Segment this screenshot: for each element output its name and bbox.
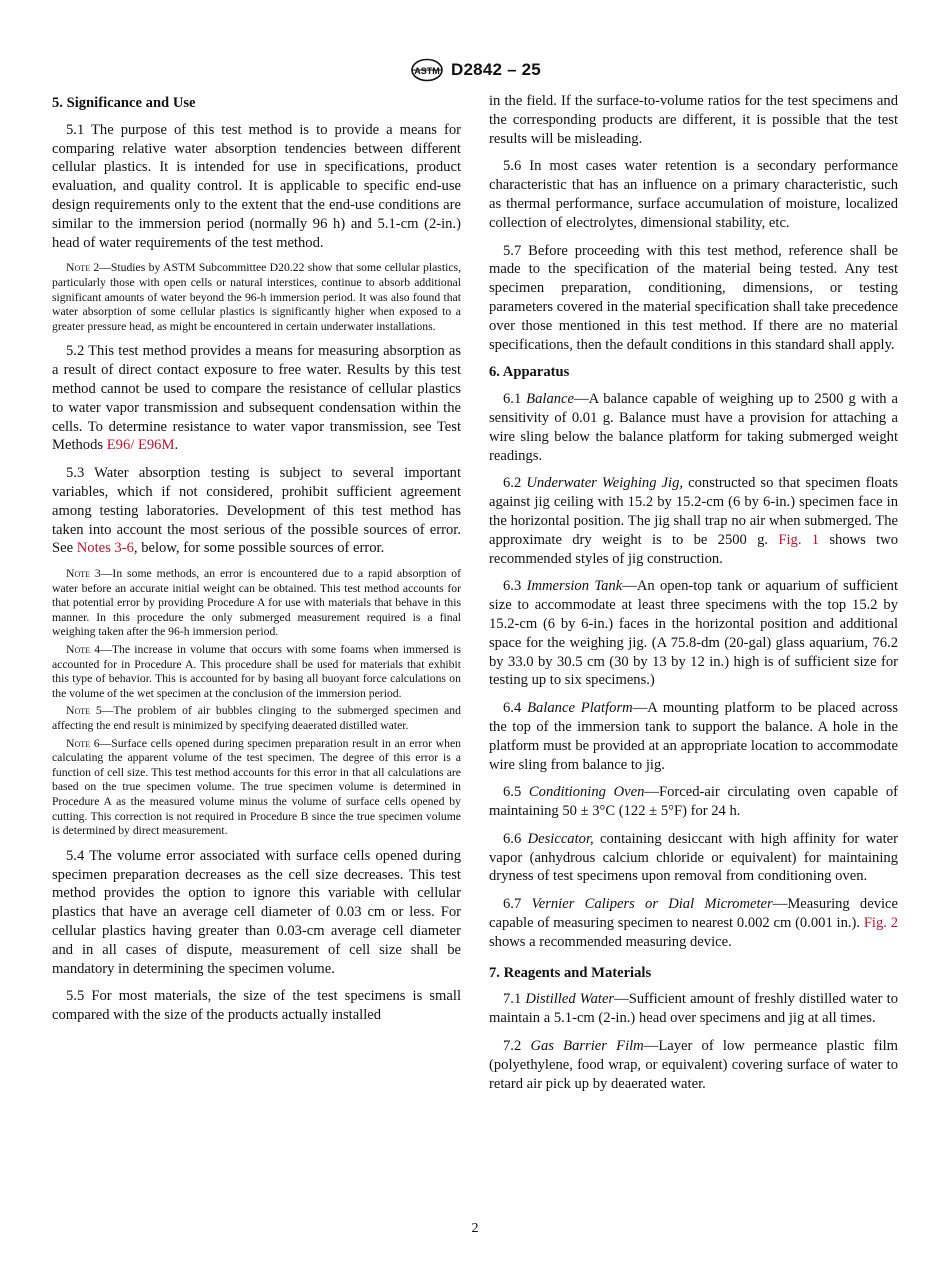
clause-term: Distilled Water bbox=[525, 991, 615, 1008]
paragraph-text: —A mounting platform to be placed across the top of the immersion tank to support the balance. A hole in the platform must be provided at an appropriate location to accommodate wire sling from balance to jig. bbox=[489, 700, 899, 773]
clause-term: Gas Barrier Film bbox=[530, 1038, 644, 1055]
paragraph-7-1 bbox=[489, 990, 898, 1028]
note-label: Note bbox=[66, 643, 90, 657]
svg-text:ASTM: ASTM bbox=[414, 66, 440, 76]
clause-term: Balance Platform bbox=[527, 700, 633, 717]
note-text: 6—Surface cells opened during specimen preparation result in an error when calculating the apparent volume of the test specimen. The degree of this error is a function of cell size. This test method accounts for this error in that all calculations are based on the true specimen volume. The true specimen volume is determined in Procedure A as the measured volume minus the volume of surface cells opened by cutting. This correction is not required in Procedure B since the true specimen volume is determined by direct measurement. bbox=[52, 736, 461, 838]
paragraph-text: —Sufficient amount of freshly distilled water to maintain a 5.1-cm (2-in.) head over specimens and jig at all times. bbox=[489, 991, 899, 1027]
link-e96[interactable]: E96/ E96M bbox=[106, 437, 175, 454]
paragraph-text: constructed so that specimen floats against jig ceiling with 15.2 by 15.2-cm (6 by 6-in.) specimen face in the horizontal position. The jig shall trap no air when submerged. The approximate dry weight is to be 2500 g. bbox=[489, 475, 899, 548]
link-notes-3-6[interactable]: Notes 3-6 bbox=[76, 540, 134, 557]
clause-term: Underwater Weighing Jig, bbox=[526, 475, 684, 492]
link-fig-2[interactable]: Fig. 2 bbox=[863, 915, 898, 932]
note-label: Note bbox=[66, 261, 90, 275]
page-number: 2 bbox=[471, 1221, 479, 1236]
paragraph-text: . bbox=[174, 437, 179, 454]
note-label: Note bbox=[66, 736, 90, 750]
note-label: Note bbox=[66, 704, 90, 718]
clause-number: 6.2 bbox=[503, 475, 527, 492]
note-text: 2—Studies by ASTM Subcommittee D20.22 show that some cellular plastics, particularly those with open cells or natural interstices, continue to absorb additional significant amounts of water beyond the 96-h immersion period. It was also found that water absorption of some cellular plastics is significantly higher when exposed to a greater pressure head, as might be encountered in certain underwater installations. bbox=[52, 261, 461, 333]
clause-number: 6.1 bbox=[503, 391, 527, 408]
paragraph-6-3 bbox=[489, 577, 898, 690]
paragraph-5-5-continued: in the field. If the surface-to-volume ratios for the test specimens and the corresponding products are different, it is possible that the test results will be misleading. bbox=[489, 93, 898, 147]
link-fig-1[interactable]: Fig. 1 bbox=[778, 531, 820, 548]
paragraph-6-5 bbox=[489, 783, 898, 821]
paragraph-5-2 bbox=[52, 342, 461, 455]
clause-number: 6.4 bbox=[503, 700, 528, 717]
paragraph-6-2 bbox=[489, 474, 898, 568]
note-3 bbox=[52, 567, 461, 640]
clause-term: Desiccator, bbox=[527, 830, 594, 847]
left-column bbox=[52, 92, 461, 1034]
paragraph-text: —A balance capable of weighing up to 2500 g with a sensitivity of 0.01 g. Balance must have a provision for attaching a wire sling below the balance platform for taking submerged weight readings. bbox=[489, 391, 899, 464]
note-2 bbox=[52, 261, 461, 334]
note-4 bbox=[52, 643, 461, 701]
note-label: Note bbox=[66, 567, 90, 581]
note-text: 4—The increase in volume that occurs with some foams when immersed is accounted for in Procedure A. This procedure shall be used for materials that exhibit this type of behavior. This is accounted for by basing all buoyant force calculations on the volume of the wet specimen at the conclusion of the immersion period. bbox=[52, 643, 461, 700]
clause-term: Immersion Tank bbox=[526, 578, 623, 595]
paragraph-text: shows two recommended styles of jig construction. bbox=[489, 531, 899, 567]
paragraph-text: —An open-top tank or aquarium of sufficient size to accommodate at least three specimens with the top 15.2 by 15.2-cm (6 by 6-in.) faces in the horizontal position and additional space for the weighing jig. (A 75.8-dm (20-gal) glass aquarium, 76.2 by 33.0 by 30.5 cm (30 by 13 by 12 in.) high is of sufficient size for testing up to six specimens.) bbox=[489, 578, 898, 689]
astm-logo-icon bbox=[409, 58, 445, 82]
note-text: 5—The problem of air bubbles clinging to the submerged specimen and affecting the end result is minimized by specifying deaerated distilled water. bbox=[52, 704, 461, 733]
paragraph-text: containing desiccant with high affinity for water vapor (anhydrous calcium chloride or equivalent) for maintaining dryness of test specimens upon removal from conditioning oven. bbox=[489, 830, 898, 885]
clause-term: Vernier Calipers or Dial Micrometer bbox=[531, 896, 773, 913]
note-6 bbox=[52, 737, 461, 839]
page-header bbox=[0, 58, 950, 82]
paragraph-5-3 bbox=[52, 464, 461, 558]
section-7-heading: 7. Reagents and Materials bbox=[489, 964, 652, 981]
paragraph-text: shows a recommended measuring device. bbox=[489, 933, 732, 950]
note-5 bbox=[52, 704, 461, 733]
note-text: 3—In some methods, an error is encountered due to a rapid absorption of water before an accurate initial weight can be obtained. This test method accounts for that potential error by providing Procedure A for use with materials that behave in this manner. In this procedure the only submerged measurement required is a final weighing taken after the 96-h immersion period. bbox=[52, 567, 461, 639]
paragraph-5-6: 5.6 In most cases water retention is a secondary performance characteristic that has an influence on a primary characteristic, such as thermal performance, surface accumulation of moisture, localized collection of electrolytes, dimensional stability, etc. bbox=[489, 158, 898, 231]
clause-number: 6.6 bbox=[503, 830, 528, 847]
right-column bbox=[489, 92, 898, 1102]
paragraph-5-4: 5.4 The volume error associated with surface cells opened during specimen preparation decreases as the cell size decreases. This test method provides the option to ignore this variable with cellular plastics that have an average cell diameter of 0.03 cm or less. For cellular plastics having greater than 0.03-cm average cell diameter and in all cases of dispute, measurement of cell size shall be mandatory in determining the specimen volume. bbox=[52, 847, 461, 977]
paragraph-5-7: 5.7 Before proceeding with this test method, reference shall be made to the specification of the material being tested. Any test specimen preparation, conditioning, dimensions, or testing parameters covered in the material specification shall take precedence over those mentioned in this test method. If there are no material specifications, then the default conditions in this standard shall apply. bbox=[489, 242, 898, 353]
paragraph-7-2 bbox=[489, 1037, 898, 1093]
paragraph-6-7 bbox=[489, 895, 898, 951]
clause-number: 6.3 bbox=[503, 578, 527, 595]
clause-term: Balance bbox=[526, 391, 574, 408]
standard-designation: D2842 – 25 bbox=[451, 60, 541, 79]
paragraph-text: —Forced-air circulating oven capable of maintaining 50 ± 3°C (122 ± 5°F) for 24 h. bbox=[489, 784, 898, 820]
paragraph-5-1: 5.1 The purpose of this test method is to provide a means for comparing relative water absorption tendencies between different cellular plastics. It is intended for use in specifications, product evaluation, and quality control. It is applicable to specific end-use design requirements only to the extent that the end-use conditions are similar to the immersion period (normally 96 h) and 5.1-cm (2-in.) head of water requirements of the test method. bbox=[52, 121, 461, 251]
paragraph-text: —Layer of low permeance plastic film (polyethylene, food wrap, or equivalent) covering surface of water to retard air pick up by deaerated water. bbox=[489, 1038, 898, 1092]
paragraph-text: 5.3 Water absorption testing is subject to several important variables, which if not considered, prohibit sufficient agreement among testing laboratories. Development of this test method has taken into account the most serious of the possible sources of error. See bbox=[52, 465, 461, 557]
section-6-heading: 6. Apparatus bbox=[489, 364, 570, 381]
clause-number: 7.1 bbox=[503, 991, 526, 1008]
paragraph-6-6 bbox=[489, 830, 898, 886]
clause-number: 6.5 bbox=[503, 784, 529, 801]
paragraph-5-5: 5.5 For most materials, the size of the test specimens is small compared with the size of the products actually installed bbox=[52, 988, 461, 1024]
paragraph-text: —Measuring device capable of measuring specimen to nearest 0.002 cm (0.001 in.). bbox=[489, 896, 898, 932]
paragraph-6-1 bbox=[489, 390, 898, 465]
clause-number: 7.2 bbox=[503, 1038, 531, 1055]
section-5-heading: 5. Significance and Use bbox=[52, 95, 196, 111]
paragraph-6-4 bbox=[489, 699, 898, 774]
paragraph-text: , below, for some possible sources of error. bbox=[133, 540, 385, 557]
paragraph-text: 5.2 This test method provides a means for measuring absorption as a result of direct contact exposure to free water. Results by this test method cannot be used to compare the resistance of cellular plastics to water vapor transmission and subsequent condensation within the cells. To determine resistance to water vapor transmission, see Test Methods bbox=[52, 343, 461, 454]
clause-number: 6.7 bbox=[503, 896, 532, 913]
clause-term: Conditioning Oven bbox=[528, 784, 645, 801]
